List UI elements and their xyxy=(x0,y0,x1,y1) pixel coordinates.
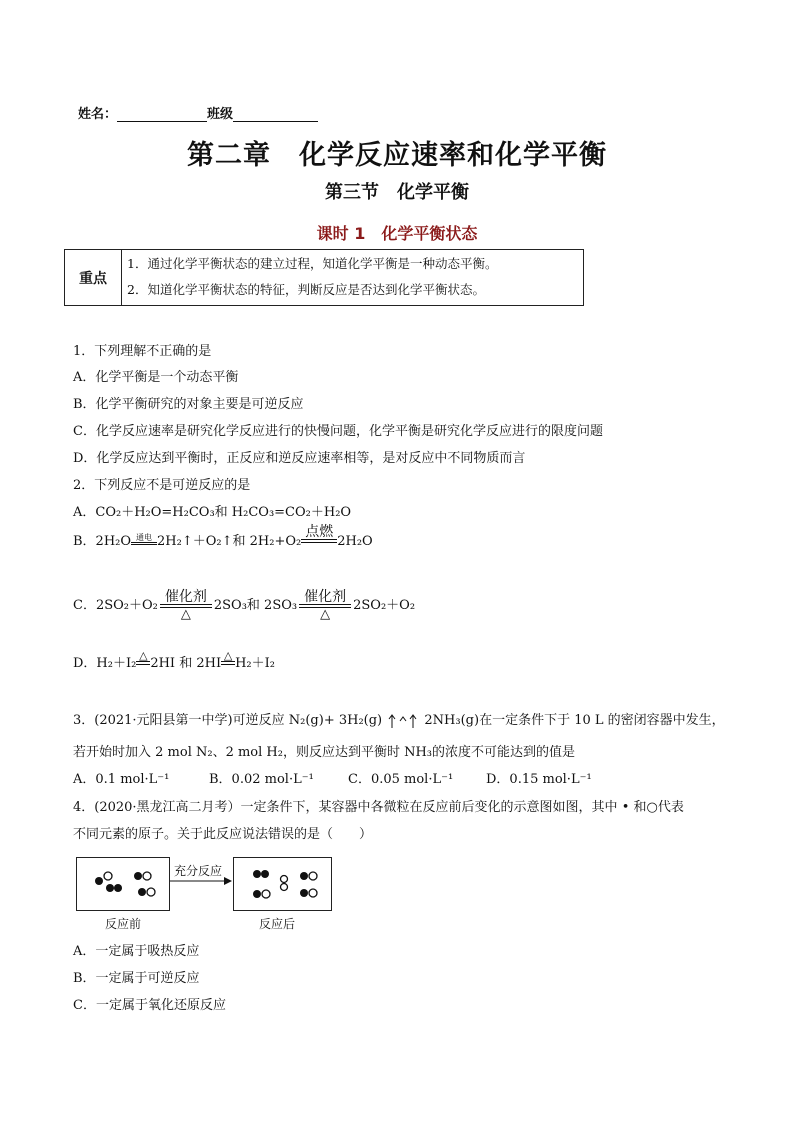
molecule-fo xyxy=(300,872,317,880)
q2c-cat1-bot: △ xyxy=(180,607,191,622)
right-arrow-icon xyxy=(168,876,234,886)
q4-line-1: 4．(2020·黑龙江高二月考）一定条件下，某容器中各微粒在反应前后变化的示意图如图，其中 • 和○代表 xyxy=(73,800,684,815)
q3-option-d: D．0.15 mol·L⁻¹ xyxy=(486,772,592,787)
reversible-arrow-icon xyxy=(386,713,420,729)
chapter-title: 第二章 化学反应速率和化学平衡 xyxy=(187,140,607,171)
molecule-fo xyxy=(300,889,317,897)
q2-option-d xyxy=(73,649,275,671)
q2-option-a: A．CO₂＋H₂O=H₂CO₃和 H₂CO₃=CO₂＋H₂O xyxy=(73,505,352,520)
class-blank[interactable] xyxy=(233,107,318,122)
molecule-fo xyxy=(95,872,112,885)
q2b-mid: 2H₂↑＋O₂↑和 2H₂+O₂ xyxy=(157,534,302,549)
q2-option-c xyxy=(73,590,415,621)
after-label: 反应后 xyxy=(259,917,296,931)
name-blank[interactable] xyxy=(117,107,207,122)
q2b-suffix: 2H₂O xyxy=(337,534,373,549)
q4-option-a: A．一定属于吸热反应 xyxy=(73,944,200,959)
q3-line1-text: 3．(2021·元阳县第一中学)可逆反应 N₂(g)+ 3H₂(g) xyxy=(73,713,383,728)
molecule-oo xyxy=(281,876,288,891)
q2c-prefix: C．2SO₂＋O₂ xyxy=(73,598,158,613)
key-points-box xyxy=(64,249,584,306)
q1-option-b: B．化学平衡研究的对象主要是可逆反应 xyxy=(73,397,304,412)
section-title: 第三节 化学平衡 xyxy=(325,182,469,203)
q3-line-1 xyxy=(73,709,725,729)
q4-option-b: B．一定属于可逆反应 xyxy=(73,971,200,986)
q2b-cond1-bar xyxy=(131,542,157,545)
molecule-fo xyxy=(138,888,155,896)
q2d-suffix: H₂＋I₂ xyxy=(235,656,275,671)
q2d-heat1 xyxy=(136,650,150,665)
q2b-cond2-text: 点燃 xyxy=(305,523,334,540)
q3-line-2: 若开始时加入 2 mol N₂、2 mol H₂，则反应达到平衡时 NH₃的浓度不可能达到的值是 xyxy=(73,745,576,760)
molecule-fo xyxy=(253,890,270,898)
q4-line-2: 不同元素的原子。关于此反应说法错误的是（ ） xyxy=(73,827,373,842)
q3-line1-end: 2NH₃(g)在一定条件下于 10 L 的密闭容器中发生， xyxy=(424,713,725,728)
q2b-cond1 xyxy=(131,534,157,545)
q2d-heat1-text: △ xyxy=(139,649,148,662)
q1-option-d: D．化学反应达到平衡时，正反应和逆反应速率相等，是对反应中不同物质而言 xyxy=(73,451,526,466)
q1-stem: 1．下列理解不正确的是 xyxy=(73,344,212,359)
q2c-mid: 2SO₃和 2SO₃ xyxy=(213,598,298,613)
q2d-heat2-text: △ xyxy=(223,649,233,662)
q2c-cat2-top: 催化剂 xyxy=(304,589,347,605)
q2c-cat2-bot: △ xyxy=(320,607,331,622)
class-label: 班级 xyxy=(207,107,234,122)
name-class-line xyxy=(78,103,318,122)
q3-option-b: B．0.02 mol·L⁻¹ xyxy=(209,772,314,787)
q2-option-b xyxy=(73,523,373,551)
key-point-1: 1．通过化学平衡状态的建立过程，知道化学平衡是一种动态平衡。 xyxy=(127,256,498,271)
q2b-cond1-text: 通电 xyxy=(136,533,153,542)
lesson-title: 课时 1 化学平衡状态 xyxy=(316,224,478,243)
q3-option-c: C．0.05 mol·L⁻¹ xyxy=(348,772,454,787)
q1-option-a: A．化学平衡是一个动态平衡 xyxy=(73,370,239,385)
q1-option-c: C．化学反应速率是研究化学反应进行的快慢问题，化学平衡是研究化学反应进行的限度问题 xyxy=(73,424,603,439)
q2c-cat1-top: 催化剂 xyxy=(164,589,207,605)
q2c-cat2 xyxy=(299,590,351,621)
key-points-label: 重点 xyxy=(65,250,122,305)
molecule-ff xyxy=(106,884,122,892)
arrow-label: 充分反应 xyxy=(174,864,223,878)
q2d-heat2 xyxy=(221,650,235,665)
after-molecules xyxy=(234,858,331,910)
diagram-after-box xyxy=(233,857,332,911)
q2d-mid: 2HI 和 2HI xyxy=(150,656,222,671)
q2b-cond2 xyxy=(301,525,337,543)
molecule-fo xyxy=(134,872,151,880)
q2d-prefix: D．H₂＋I₂ xyxy=(73,656,137,671)
key-point-2: 2．知道化学平衡状态的特征，判断反应是否达到化学平衡状态。 xyxy=(127,282,485,297)
q4-option-c: C．一定属于氧化还原反应 xyxy=(73,998,226,1013)
before-label: 反应前 xyxy=(105,917,142,931)
q2c-suffix: 2SO₂＋O₂ xyxy=(353,598,416,613)
q3-option-a: A．0.1 mol·L⁻¹ xyxy=(73,772,170,787)
diagram-before-box xyxy=(76,857,170,911)
name-label: 姓名： xyxy=(78,107,118,122)
molecule-ff xyxy=(253,870,269,878)
q2b-prefix: B．2H₂O xyxy=(73,534,132,549)
q2-stem: 2．下列反应不是可逆反应的是 xyxy=(73,478,251,493)
q2c-cat1 xyxy=(160,590,212,621)
before-molecules xyxy=(77,858,169,910)
